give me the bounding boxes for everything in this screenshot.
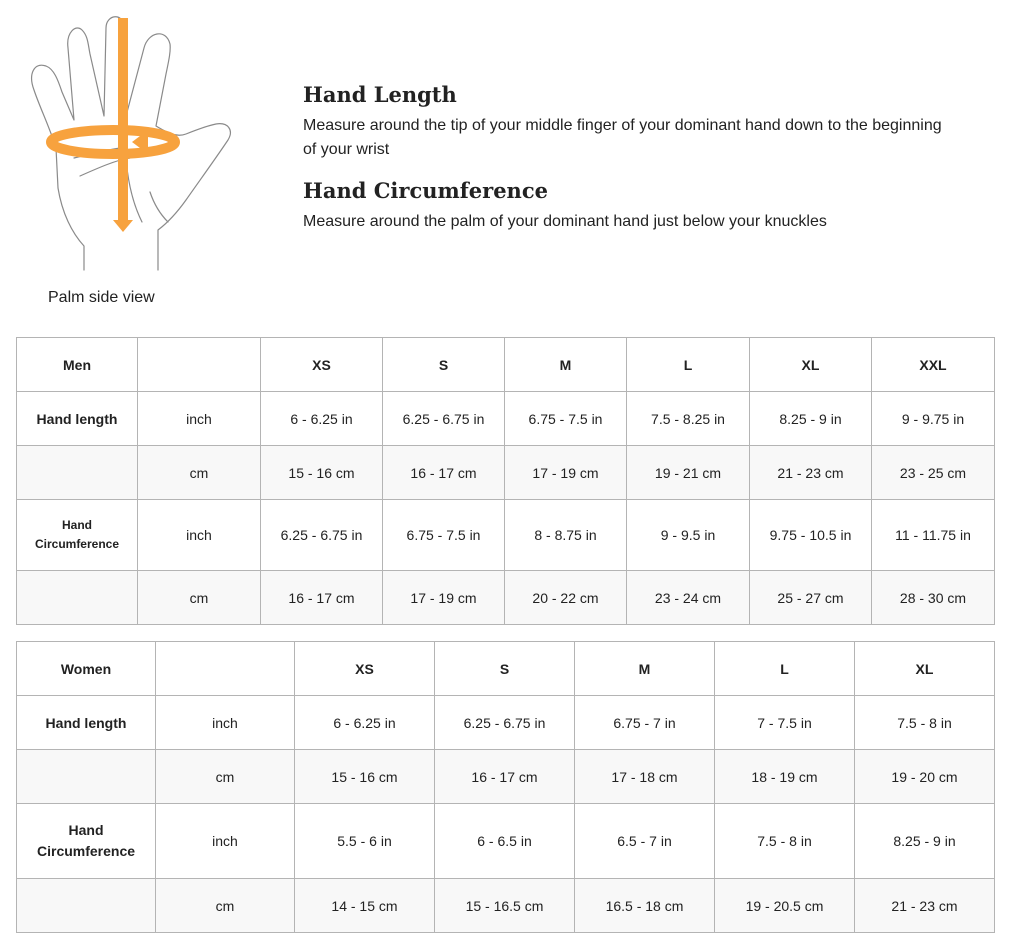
unit-header-cell — [138, 338, 261, 392]
hand-circumference-heading: Hand Circumference — [303, 178, 548, 203]
size-header: S — [435, 642, 575, 696]
size-value: 9 - 9.5 in — [627, 500, 750, 571]
size-value: 15 - 16 cm — [261, 446, 383, 500]
table-row — [17, 804, 995, 879]
gender-label: Men — [17, 338, 138, 392]
size-header: XS — [295, 642, 435, 696]
size-value: 17 - 19 cm — [383, 571, 505, 625]
size-value: 7.5 - 8 in — [715, 804, 855, 879]
size-value: 15 - 16 cm — [295, 750, 435, 804]
size-value: 11 - 11.75 in — [872, 500, 995, 571]
illustration-caption: Palm side view — [48, 289, 155, 306]
row-label: Hand Circumference — [17, 804, 156, 879]
unit-cell: inch — [156, 696, 295, 750]
size-header: S — [383, 338, 505, 392]
table-row — [17, 392, 995, 446]
size-header: XXL — [872, 338, 995, 392]
women-size-table — [16, 641, 995, 933]
size-header: L — [627, 338, 750, 392]
size-value: 8.25 - 9 in — [855, 804, 995, 879]
row-label — [17, 571, 138, 625]
row-label: Hand length — [17, 392, 138, 446]
size-value: 20 - 22 cm — [505, 571, 627, 625]
size-value: 19 - 21 cm — [627, 446, 750, 500]
unit-cell: cm — [138, 446, 261, 500]
row-label: Hand length — [17, 696, 156, 750]
size-value: 8.25 - 9 in — [750, 392, 872, 446]
men-size-table — [16, 337, 995, 625]
size-header: XS — [261, 338, 383, 392]
table-row — [17, 750, 995, 804]
table-row — [17, 446, 995, 500]
hand-length-heading: Hand Length — [303, 82, 457, 107]
measurement-guide — [303, 80, 943, 234]
size-value: 21 - 23 cm — [855, 879, 995, 933]
size-value: 17 - 19 cm — [505, 446, 627, 500]
size-value: 6.25 - 6.75 in — [383, 392, 505, 446]
row-label: Hand Circumference — [17, 500, 138, 571]
size-value: 6 - 6.25 in — [295, 696, 435, 750]
unit-cell: cm — [156, 879, 295, 933]
size-value: 6.5 - 7 in — [575, 804, 715, 879]
size-value: 28 - 30 cm — [872, 571, 995, 625]
size-value: 6.25 - 6.75 in — [435, 696, 575, 750]
size-header: M — [505, 338, 627, 392]
unit-cell: cm — [138, 571, 261, 625]
row-label — [17, 446, 138, 500]
size-value: 23 - 25 cm — [872, 446, 995, 500]
size-value: 19 - 20.5 cm — [715, 879, 855, 933]
size-value: 16 - 17 cm — [261, 571, 383, 625]
size-value: 16 - 17 cm — [435, 750, 575, 804]
size-value: 25 - 27 cm — [750, 571, 872, 625]
size-value: 6 - 6.5 in — [435, 804, 575, 879]
table-row — [17, 500, 995, 571]
size-value: 16 - 17 cm — [383, 446, 505, 500]
row-label — [17, 879, 156, 933]
size-value: 9.75 - 10.5 in — [750, 500, 872, 571]
size-value: 18 - 19 cm — [715, 750, 855, 804]
size-value: 15 - 16.5 cm — [435, 879, 575, 933]
size-value: 23 - 24 cm — [627, 571, 750, 625]
size-header: L — [715, 642, 855, 696]
size-value: 6.75 - 7 in — [575, 696, 715, 750]
hand-measurement-illustration — [20, 8, 240, 278]
unit-cell: inch — [156, 804, 295, 879]
size-header: XL — [750, 338, 872, 392]
table-header-row — [17, 642, 995, 696]
table-header-row — [17, 338, 995, 392]
size-value: 19 - 20 cm — [855, 750, 995, 804]
size-value: 9 - 9.75 in — [872, 392, 995, 446]
size-value: 6.75 - 7.5 in — [383, 500, 505, 571]
unit-cell: inch — [138, 500, 261, 571]
size-value: 7 - 7.5 in — [715, 696, 855, 750]
row-label — [17, 750, 156, 804]
unit-header-cell — [156, 642, 295, 696]
size-value: 21 - 23 cm — [750, 446, 872, 500]
size-value: 14 - 15 cm — [295, 879, 435, 933]
unit-cell: inch — [138, 392, 261, 446]
size-value: 5.5 - 6 in — [295, 804, 435, 879]
gender-label: Women — [17, 642, 156, 696]
unit-cell: cm — [156, 750, 295, 804]
size-header: XL — [855, 642, 995, 696]
size-value: 7.5 - 8.25 in — [627, 392, 750, 446]
size-header: M — [575, 642, 715, 696]
table-row — [17, 696, 995, 750]
hand-circumference-instructions: Measure around the palm of your dominant hand just below your knuckles — [303, 213, 827, 230]
size-value: 6 - 6.25 in — [261, 392, 383, 446]
size-value: 17 - 18 cm — [575, 750, 715, 804]
table-row — [17, 879, 995, 933]
size-value: 16.5 - 18 cm — [575, 879, 715, 933]
size-value: 6.75 - 7.5 in — [505, 392, 627, 446]
size-value: 6.25 - 6.75 in — [261, 500, 383, 571]
hand-length-instructions: Measure around the tip of your middle finger of your dominant hand down to the beginning of your wrist — [303, 117, 942, 158]
size-value: 8 - 8.75 in — [505, 500, 627, 571]
size-value: 7.5 - 8 in — [855, 696, 995, 750]
table-row — [17, 571, 995, 625]
